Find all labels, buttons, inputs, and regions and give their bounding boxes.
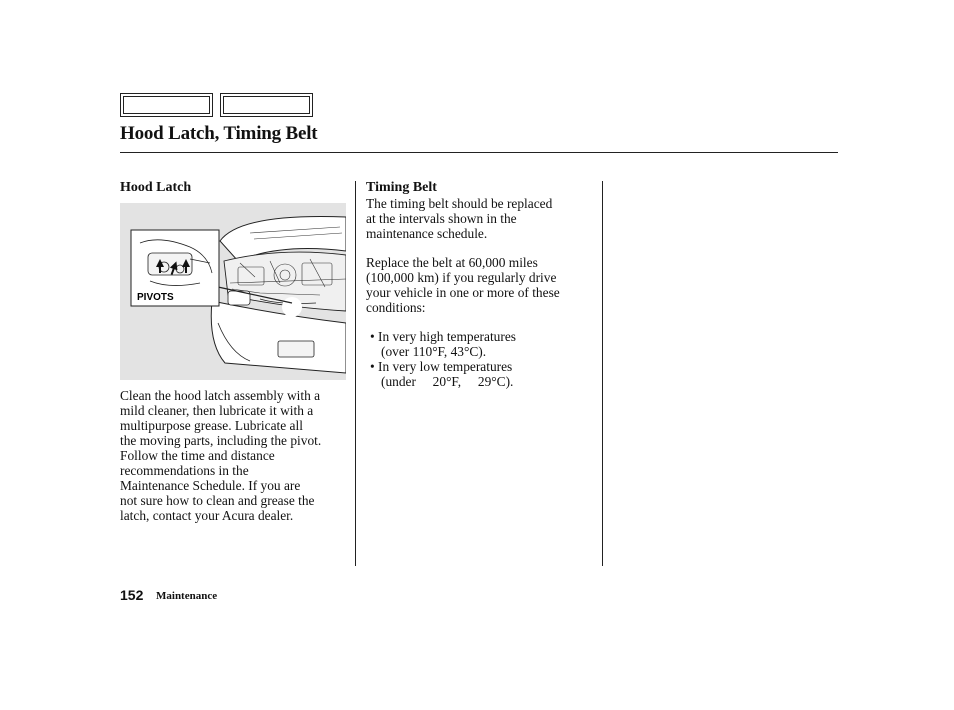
hood-latch-figure <box>120 203 346 380</box>
page-number: 152 <box>120 587 144 603</box>
title-rule <box>120 152 838 153</box>
pivots-label: PIVOTS <box>137 292 174 303</box>
list-item: • In very low temperatures (under 20°F, 29°C). <box>370 359 514 389</box>
column-divider-right <box>602 181 603 566</box>
list-item: • In very high temperatures (over 110°F, 43°C). <box>370 329 516 359</box>
engine-bay-illustration <box>120 203 346 380</box>
page-title: Hood Latch, Timing Belt <box>120 123 318 144</box>
timing-belt-heading: Timing Belt <box>366 180 437 195</box>
hood-latch-paragraph: Clean the hood latch assembly with a mild cleaner, then lubricate it with a multipurpose grease. Lubricate all the moving parts, including the pivot. Follow the time and distance recommendations in the Maintenance Schedule. If you are not sure how to clean and grease the latch, contact your Acura dealer. <box>120 388 322 523</box>
hood-latch-heading: Hood Latch <box>120 180 192 195</box>
conditions-list <box>370 329 516 389</box>
column-divider-left <box>355 181 356 566</box>
nav-box-next[interactable] <box>220 93 313 117</box>
timing-belt-paragraph-1: The timing belt should be replaced at the intervals shown in the maintenance schedule. <box>366 196 553 241</box>
timing-belt-paragraph-2: Replace the belt at 60,000 miles (100,000 km) if you regularly drive your vehicle in one or more of these conditions: <box>366 255 560 315</box>
nav-box-previous[interactable] <box>120 93 213 117</box>
section-name: Maintenance <box>156 590 218 602</box>
